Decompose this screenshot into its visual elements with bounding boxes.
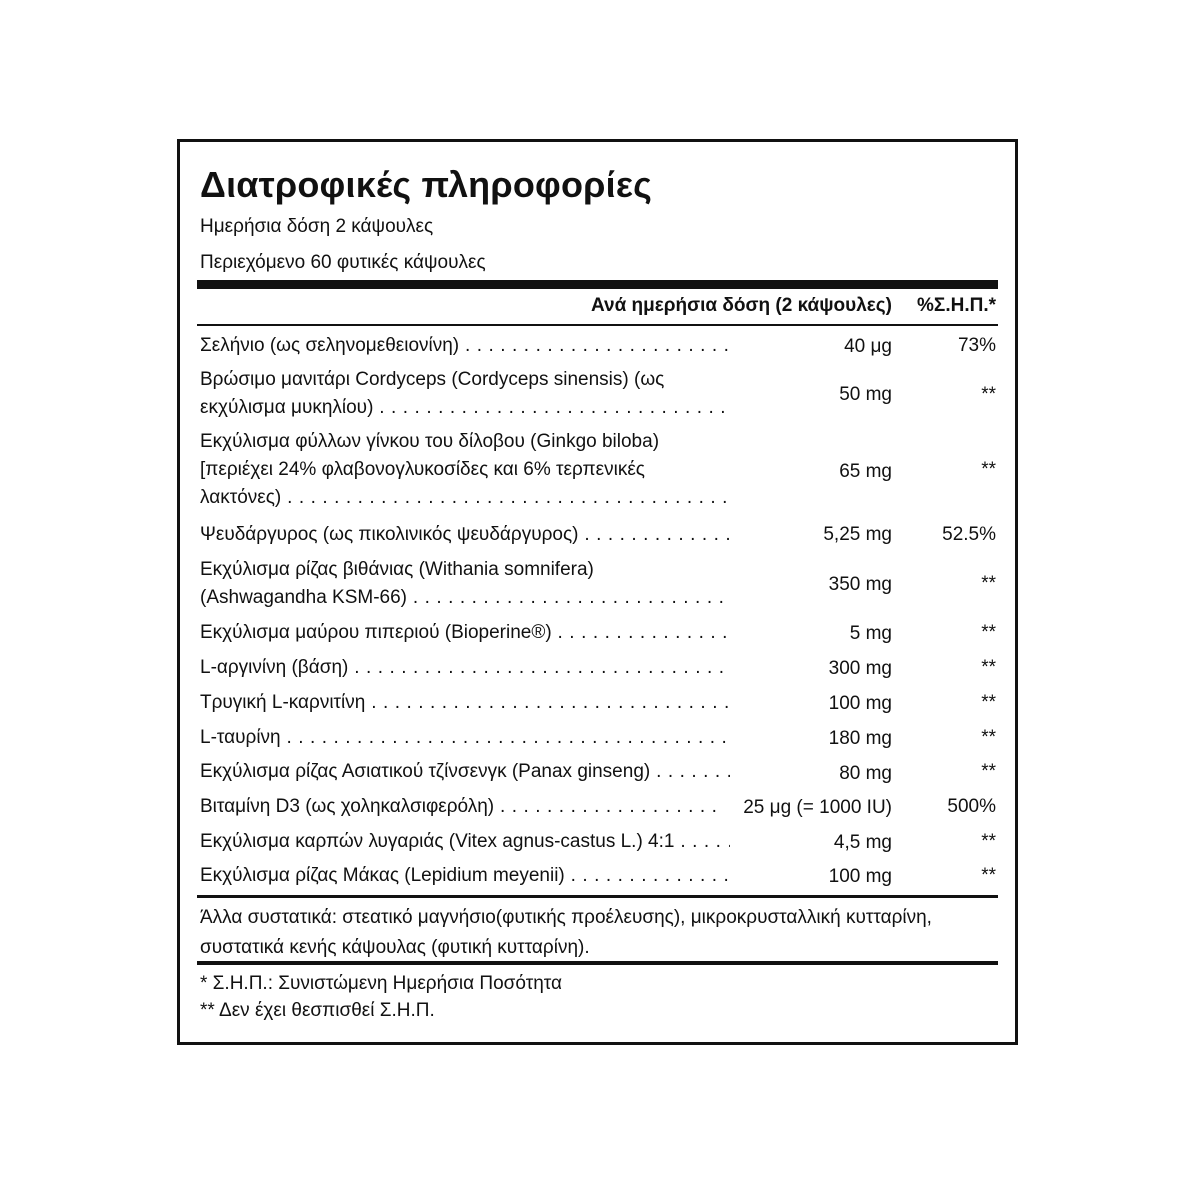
ingredient-name xyxy=(200,828,730,856)
ingredient-name xyxy=(200,556,730,612)
ingredient-name xyxy=(200,862,730,890)
contents-text: Περιεχόμενο 60 φυτικές κάψουλες xyxy=(200,252,486,273)
ingredient-name-line: Εκχύλισμα ρίζας Μάκας (Lepidium meyenii) . . . xyxy=(200,862,730,890)
ingredient-name xyxy=(200,654,730,682)
ingredient-rda: ** xyxy=(981,692,996,713)
footnote-rda-definition: * Σ.Η.Π.: Συνιστώμενη Ημερήσια Ποσότητα xyxy=(200,973,563,994)
ingredient-name-line: λακτόνες) . . . xyxy=(200,484,730,512)
ingredient-name xyxy=(200,332,730,360)
ingredient-rda: ** xyxy=(981,459,996,480)
thick-divider-top xyxy=(197,280,998,289)
ingredient-amount: 50 mg xyxy=(839,384,892,405)
ingredient-rda: 73% xyxy=(957,335,996,356)
ingredient-name xyxy=(200,758,730,786)
ingredient-name-line: L-αργινίνη (βάση) . . . xyxy=(200,654,730,682)
ingredient-amount: 180 mg xyxy=(828,728,892,749)
ingredient-amount: 80 mg xyxy=(839,763,892,784)
ingredient-amount: 5,25 mg xyxy=(823,524,892,545)
ingredient-amount: 300 mg xyxy=(828,658,892,679)
ingredient-rda: ** xyxy=(981,657,996,678)
ingredient-name xyxy=(200,689,730,717)
ingredient-name-line: Εκχύλισμα ρίζας Ασιατικού τζίνσενγκ (Panax ginseng) . . . xyxy=(200,758,730,786)
ingredient-name-line: Εκχύλισμα φύλλων γίνκου του δίλοβου (Ginkgo biloba) xyxy=(200,431,660,452)
ingredient-name-line: Ψευδάργυρος (ως πικολινικός ψευδάργυρος) . . . xyxy=(200,521,730,549)
ingredient-amount: 100 mg xyxy=(828,866,892,887)
ingredient-amount: 65 mg xyxy=(839,461,892,482)
ingredient-rda: ** xyxy=(981,761,996,782)
ingredient-amount: 25 μg (= 1000 IU) xyxy=(743,797,892,818)
ingredient-rda: ** xyxy=(981,384,996,405)
ingredient-amount: 4,5 mg xyxy=(833,832,892,853)
page-title: Διατροφικές πληροφορίες xyxy=(200,164,653,205)
ingredient-rda: ** xyxy=(981,831,996,852)
ingredient-rda: 52.5% xyxy=(942,524,996,545)
ingredient-amount: 350 mg xyxy=(828,574,892,595)
ingredient-name-line: εκχύλισμα μυκηλίου) . . . xyxy=(200,394,730,422)
ingredient-rda: ** xyxy=(981,727,996,748)
ingredient-name-line: Εκχύλισμα καρπών λυγαριάς (Vitex agnus-castus L.) 4:1 . . . xyxy=(200,828,730,856)
ingredient-name xyxy=(200,521,730,549)
ingredient-amount: 5 mg xyxy=(849,623,892,644)
ingredient-name-line: Σελήνιο (ως σεληνομεθειονίνη) . . . xyxy=(200,332,730,360)
ingredient-name-line: Βιταμίνη D3 (ως χοληκαλσιφερόλη) . . . xyxy=(200,793,720,821)
footnote-no-rda: ** Δεν έχει θεσπισθεί Σ.Η.Π. xyxy=(200,1000,435,1021)
ingredient-rda: ** xyxy=(981,622,996,643)
header-divider xyxy=(197,324,998,326)
ingredient-amount: 100 mg xyxy=(828,693,892,714)
ingredient-rda: ** xyxy=(981,865,996,886)
ingredient-name xyxy=(200,724,730,752)
ingredient-rda: 500% xyxy=(947,796,996,817)
ingredient-name xyxy=(200,793,720,821)
other-ingredients-text: Άλλα συστατικά: στεατικό μαγνήσιο(φυτικής προέλευσης), μικροκρυσταλλική κυτταρίνη, συστατικά κενής κάψουλας (φυτική κυτταρίνη). xyxy=(200,907,932,958)
ingredient-amount: 40 μg xyxy=(844,336,892,357)
ingredient-name xyxy=(200,619,730,647)
ingredient-name xyxy=(200,428,730,512)
ingredients-bottom-divider xyxy=(197,895,998,898)
ingredient-rda: ** xyxy=(981,573,996,594)
footnote-divider xyxy=(197,961,998,965)
ingredient-name-line: Εκχύλισμα ρίζας βιθάνιας (Withania somnifera) xyxy=(200,559,594,580)
ingredient-name-line: (Ashwagandha KSM-66) . . . xyxy=(200,584,730,612)
ingredient-name-line: L-ταυρίνη . . . xyxy=(200,724,730,752)
per-dose-column-header: Ανά ημερήσια δόση (2 κάψουλες) xyxy=(591,295,892,316)
ingredient-name-line: Βρώσιμο μανιτάρι Cordyceps (Cordyceps sinensis) (ως xyxy=(200,369,665,390)
ingredient-name-line: Εκχύλισμα μαύρου πιπεριού (Bioperine®) . . . xyxy=(200,619,730,647)
daily-dose-text: Ημερήσια δόση 2 κάψουλες xyxy=(200,216,434,237)
ingredient-name-line: Τρυγική L-καρνιτίνη . . . xyxy=(200,689,730,717)
ingredient-name-line: [περιέχει 24% φλαβονογλυκοσίδες και 6% τερπενικές xyxy=(200,459,645,480)
rda-column-header: %Σ.Η.Π.* xyxy=(917,295,996,316)
ingredient-name xyxy=(200,366,730,422)
